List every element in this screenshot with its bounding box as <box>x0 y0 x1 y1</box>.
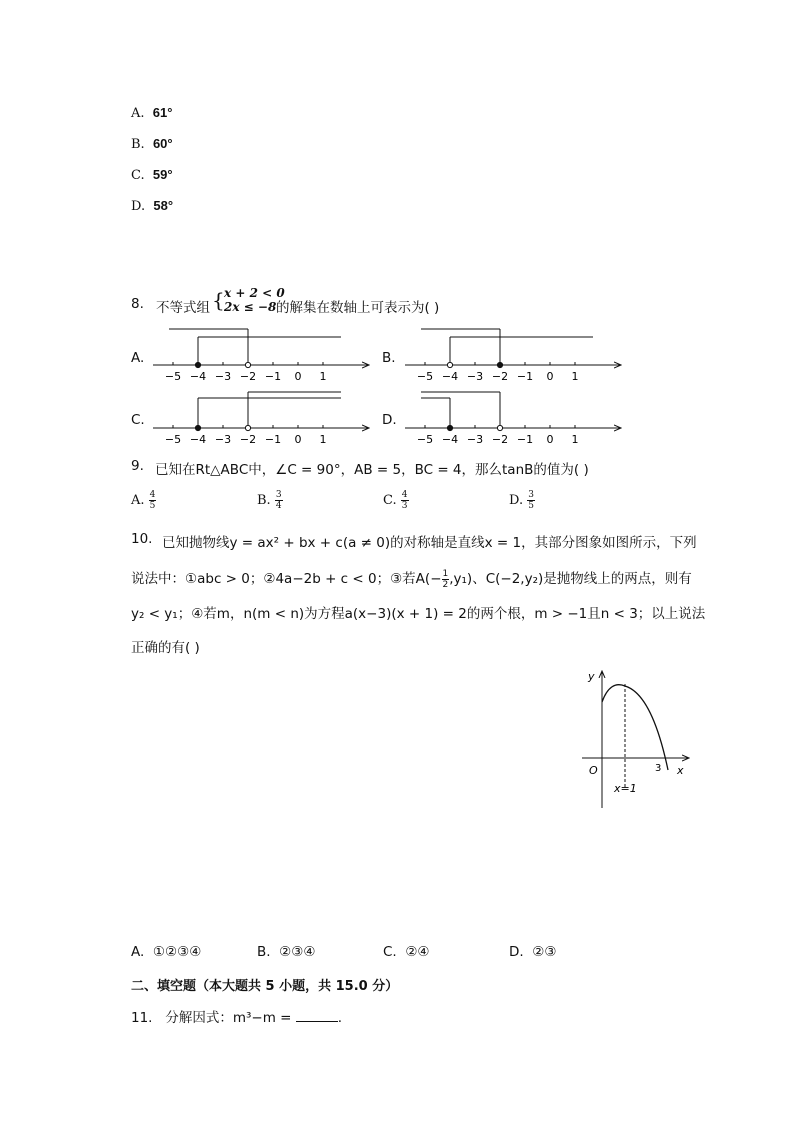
q10-option-c <box>383 944 430 960</box>
q11-answer-blank[interactable] <box>296 1009 338 1022</box>
tick-label: −5 <box>416 433 434 446</box>
option-fraction <box>401 490 409 511</box>
numerator: 1 <box>442 568 449 579</box>
x-axis-label: x <box>677 764 684 777</box>
number-line-b <box>405 329 620 383</box>
q8-option-d-letter: D. <box>382 412 397 428</box>
option-letter: C. <box>383 944 397 960</box>
tick-label: −2 <box>491 433 509 446</box>
option-fraction <box>527 490 535 511</box>
option-value: 58° <box>153 198 174 213</box>
numerator: 4 <box>149 490 156 500</box>
q8-stem-suffix: 的解集在数轴上可表示为( ) <box>276 300 440 316</box>
tick-label: 0 <box>546 370 554 383</box>
open-point <box>245 362 250 367</box>
y-axis-label: y <box>588 670 595 683</box>
q10-line1: 已知抛物线y = ax² + bx + c(a ≠ 0)的对称轴是直线x = 1，其部分图象如图所示，下列 <box>162 535 697 551</box>
open-point <box>447 362 452 367</box>
option-value: ②④ <box>405 944 430 960</box>
q10-parabola-graph <box>580 660 700 820</box>
tick-label: −3 <box>466 433 484 446</box>
numerator: 3 <box>275 490 282 500</box>
tick-label: −1 <box>516 370 534 383</box>
tick-label: −4 <box>189 370 207 383</box>
option-value: 61° <box>152 105 173 120</box>
q11-stem: 分解因式：m³−m = <box>165 1010 292 1026</box>
origin-label: O <box>589 764 598 777</box>
option-letter: A. <box>131 493 145 508</box>
option-fraction <box>275 490 283 511</box>
q10-number: 10. <box>131 531 153 547</box>
numerator: 3 <box>528 490 534 500</box>
q8-option-b-letter: B. <box>382 350 396 366</box>
number-line-a <box>153 329 368 383</box>
tick-label: −5 <box>416 370 434 383</box>
parabola-curve <box>602 685 668 770</box>
q11-period: . <box>337 1010 343 1026</box>
tick-label: −1 <box>264 433 282 446</box>
q11-number: 11. <box>131 1010 153 1026</box>
solid-point <box>195 425 200 430</box>
q8-system-line2: 2x ≤ −8 <box>224 300 277 314</box>
q8-number-lines <box>0 0 794 460</box>
option-letter: A. <box>131 106 145 121</box>
q9-option-c <box>383 490 409 511</box>
tick-label: −5 <box>164 370 182 383</box>
tick-label: −3 <box>214 433 232 446</box>
option-value: 60° <box>152 136 173 151</box>
tick-label: −4 <box>189 433 207 446</box>
option-letter: C. <box>131 168 145 183</box>
section-2-title: 二、填空题（本大题共 5 小题，共 15.0 分） <box>131 979 399 994</box>
tick-label: 1 <box>571 433 579 446</box>
denominator: 3 <box>401 501 408 511</box>
option-letter: D. <box>131 199 146 214</box>
denominator: 2 <box>442 579 449 590</box>
tick-label: −2 <box>239 433 257 446</box>
option-value: 59° <box>152 167 173 182</box>
option-value: ②③ <box>532 944 557 960</box>
option-value: ①②③④ <box>152 944 202 960</box>
option-letter: D. <box>509 493 524 508</box>
number-line-d <box>405 392 620 446</box>
option-letter: B. <box>257 493 271 508</box>
q9-option-d <box>509 490 535 511</box>
tick-label: 1 <box>571 370 579 383</box>
option-letter: C. <box>383 493 397 508</box>
tick-label: −4 <box>441 370 459 383</box>
q9-stem: 已知在Rt△ABC中，∠C = 90°，AB = 5，BC = 4，那么tanB的值为( ) <box>155 462 589 478</box>
open-point <box>245 425 250 430</box>
tick-label: 1 <box>319 433 327 446</box>
numerator: 4 <box>401 490 408 500</box>
q8-number: 8. <box>131 296 144 312</box>
q8-brace: { <box>212 288 225 312</box>
q10-line3: y₂ < y₁；④若m，n(m < n)为方程a(x−3)(x + 1) = 2的两个根，m > −1且n < 3；以上说法 <box>131 606 706 622</box>
option-value: ②③④ <box>279 944 316 960</box>
q11 <box>131 1006 342 1026</box>
q10-line4: 正确的有( ) <box>131 640 200 656</box>
q8-option-a-letter: A. <box>131 350 145 366</box>
x-intercept-label: 3 <box>655 763 662 774</box>
q9-number: 9. <box>131 458 144 474</box>
option-letter: B. <box>257 944 271 960</box>
open-point <box>497 425 502 430</box>
option-letter: D. <box>509 944 524 960</box>
tick-label: 0 <box>294 370 302 383</box>
tick-label: −2 <box>239 370 257 383</box>
tick-label: −2 <box>491 370 509 383</box>
solid-point <box>195 362 200 367</box>
q10-line2 <box>131 567 692 590</box>
tick-label: 0 <box>546 433 554 446</box>
q8-stem-prefix: 不等式组 <box>156 300 210 316</box>
tick-label: −3 <box>466 370 484 383</box>
tick-label: −1 <box>516 433 534 446</box>
q10-line2-part-a: 说法中：①abc > 0；②4a−2b + c < 0；③若A(− <box>131 571 442 587</box>
solid-point <box>447 425 452 430</box>
option-fraction <box>149 490 157 511</box>
tick-label: −5 <box>164 433 182 446</box>
q9-option-a <box>131 490 156 511</box>
option-letter: A. <box>131 944 145 960</box>
tick-label: −1 <box>264 370 282 383</box>
denominator: 5 <box>149 501 156 511</box>
q10-option-d <box>509 944 557 960</box>
q9-option-b <box>257 490 283 511</box>
symmetry-axis-label: x=1 <box>614 782 637 795</box>
tick-label: 0 <box>294 433 302 446</box>
number-line-c <box>153 392 368 446</box>
tick-label: 1 <box>319 370 327 383</box>
q10-option-b <box>257 944 315 960</box>
option-letter: B. <box>131 137 145 152</box>
q8-option-c-letter: C. <box>131 412 145 428</box>
denominator: 4 <box>275 501 282 511</box>
q10-line2-part-b: ,y₁)、C(−2,y₂)是抛物线上的两点，则有 <box>449 571 692 587</box>
q8-system-line1: x + 2 < 0 <box>224 286 285 300</box>
denominator: 5 <box>528 501 534 511</box>
solid-point <box>497 362 502 367</box>
tick-label: −3 <box>214 370 232 383</box>
q10-option-a <box>131 944 201 960</box>
tick-label: −4 <box>441 433 459 446</box>
